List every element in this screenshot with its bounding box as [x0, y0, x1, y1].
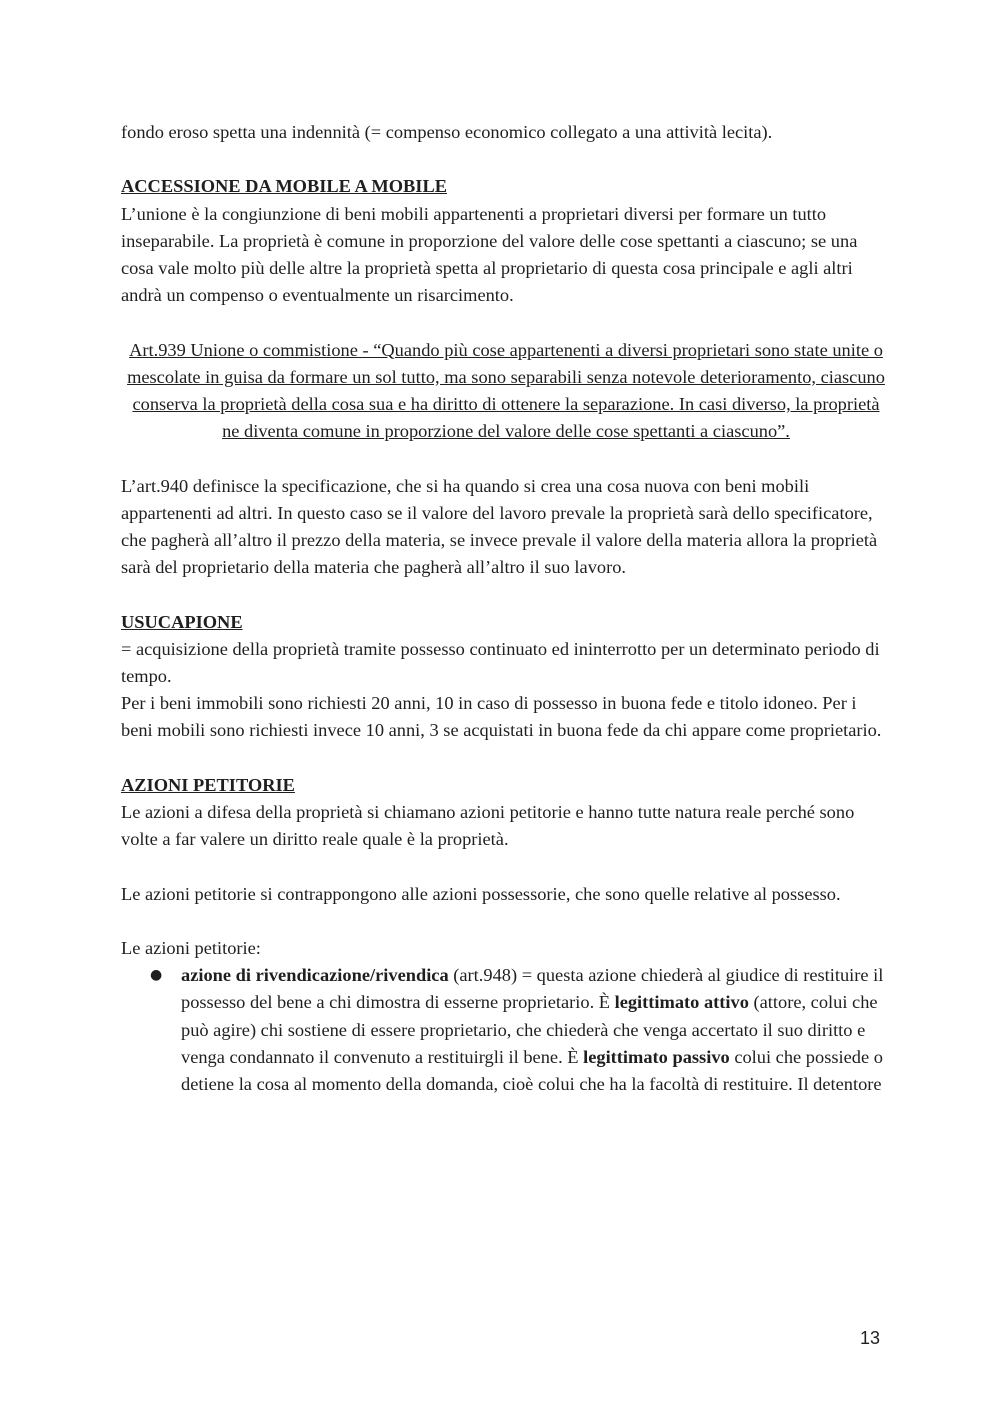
- paragraph-unione: L’unione è la congiunzione di beni mobili appartenenti a proprietari diversi per formare un tutto inseparabile. La proprietà è comune in proporzione del valore delle cose spettanti a ciascuno; se una cosa vale molto più delle altre la proprietà spetta al proprietario di questa cosa principale e agli altri andrà un compenso o eventualmente un risarcimento.: [121, 203, 858, 306]
- term-legittimato-attivo: legittimato attivo: [614, 992, 749, 1013]
- spacer: [121, 146, 891, 173]
- paragraph-list-intro: Le azioni petitorie:: [121, 937, 261, 958]
- spacer: [121, 908, 891, 935]
- text-segment: colui che possiede o detiene la cosa al momento della domanda, cioè colui che ha la facoltà di restituire. Il detentore: [181, 1046, 883, 1094]
- term-legittimato-passivo: legittimato passivo: [583, 1046, 730, 1067]
- spacer: [121, 445, 891, 472]
- spacer: [121, 309, 891, 336]
- term-rivendicazione: azione di rivendicazione/rivendica: [181, 965, 449, 986]
- page-number: 13: [859, 1328, 880, 1348]
- spacer: [121, 581, 891, 608]
- text-segment: (art.948) = questa azione chiederà al giudice di restituire il possesso del bene a chi dimostra di esserne proprietario. È: [181, 965, 884, 1013]
- paragraph-usucapione-definition: = acquisizione della proprietà tramite possesso continuato ed ininterrotto per un determinato periodo di tempo.: [121, 638, 880, 686]
- paragraph-usucapione-terms: Per i beni immobili sono richiesti 20 anni, 10 in caso di possesso in buona fede e titolo idoneo. Per i beni mobili sono richiesti invece 10 anni, 3 se acquistati in buona fede da chi appare come proprietario.: [121, 693, 882, 741]
- paragraph-azioni-difesa: Le azioni a difesa della proprietà si chiamano azioni petitorie e hanno tutte natura reale perché sono volte a far valere un diritto reale quale è la proprietà.: [121, 802, 855, 850]
- heading-accessione: ACCESSIONE DA MOBILE A MOBILE: [121, 176, 448, 197]
- list-item-rivendicazione: [150, 962, 891, 1098]
- heading-usucapione: USUCAPIONE: [121, 611, 243, 632]
- bullet-list: [121, 962, 891, 1098]
- quote-art-939: Art.939 Unione o commistione - “Quando più cose appartenenti a diversi proprietari sono state unite o mescolate in guisa da formare un sol tutto, ma sono separabili senza notevole deterioramento, ciascuno conserva la proprietà della cosa sua e ha diritto di ottenere la separazione. In casi diverso, la proprietà ne diventa comune in proporzione del valore delle cose spettanti a ciascuno”.: [127, 339, 885, 442]
- spacer: [121, 745, 891, 772]
- paragraph-intro: fondo eroso spetta una indennità (= compenso economico collegato a una attività lecita).: [121, 122, 773, 142]
- document-page: [121, 119, 891, 1098]
- bullet-dot-icon: ●: [150, 967, 163, 984]
- paragraph-specificazione: L’art.940 definisce la specificazione, che si ha quando si crea una cosa nuova con beni mobili appartenenti ad altri. In questo caso se il valore del lavoro prevale la proprietà sarà dello specificatore, che pagherà all’altro il prezzo della materia, se invece prevale il valore della materia allora la proprietà sarà del proprietario della materia che pagherà all’altro il suo lavoro.: [121, 475, 878, 578]
- text-segment: (attore, colui che può agire) chi sostiene di essere proprietario, che chiederà che venga accertato il suo diritto e venga condannato il convenuto a restituirgli il bene. È: [181, 992, 878, 1067]
- paragraph-azioni-possessorie: Le azioni petitorie si contrappongono alle azioni possessorie, che sono quelle relative al possesso.: [121, 883, 841, 904]
- spacer: [121, 853, 891, 880]
- heading-azioni-petitorie: AZIONI PETITORIE: [121, 774, 295, 795]
